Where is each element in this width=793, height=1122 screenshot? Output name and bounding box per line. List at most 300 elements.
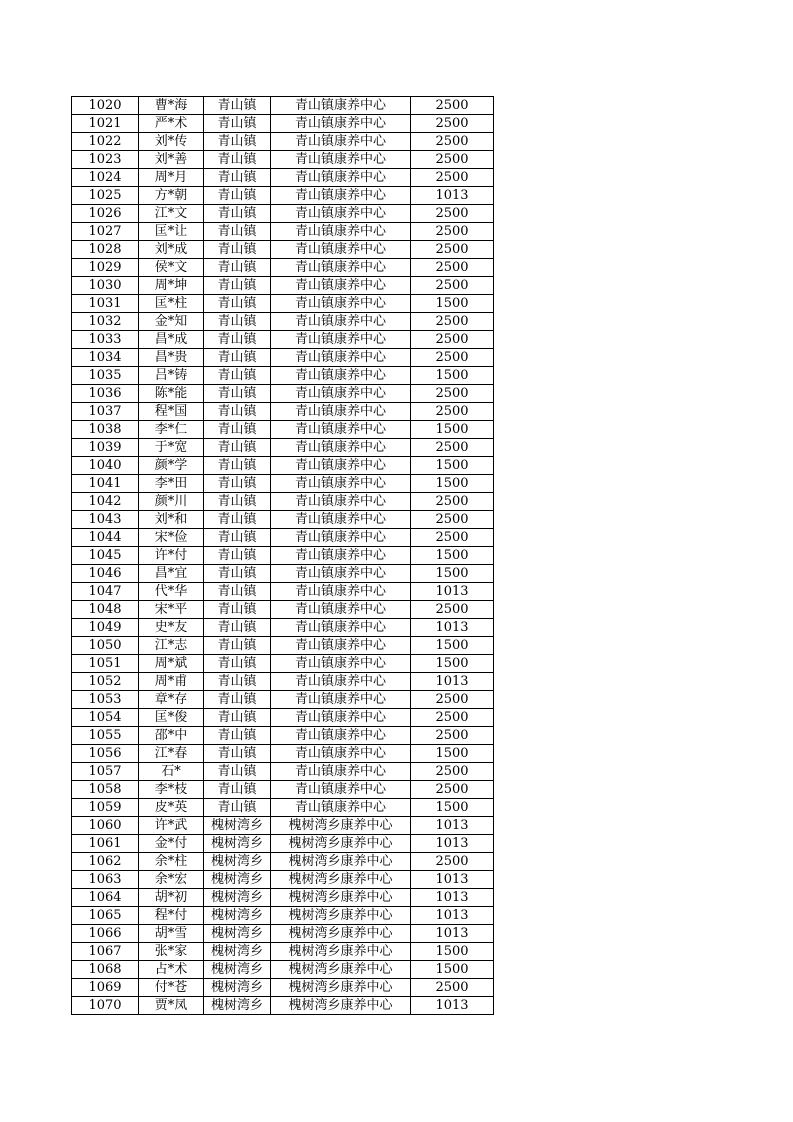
table-row [72, 925, 494, 943]
table-row [72, 781, 494, 799]
care-center-cell: 青山镇康养中心 [271, 349, 411, 367]
table-row [72, 889, 494, 907]
person-name-cell: 胡*雪 [139, 925, 204, 943]
amount-cell: 1500 [411, 367, 494, 385]
serial-number-cell: 1036 [72, 385, 139, 403]
person-name-cell: 张*家 [139, 943, 204, 961]
table-row [72, 709, 494, 727]
person-name-cell: 昌*成 [139, 331, 204, 349]
amount-cell: 1013 [411, 889, 494, 907]
person-name-cell: 刘*和 [139, 511, 204, 529]
serial-number-cell: 1026 [72, 205, 139, 223]
serial-number-cell: 1063 [72, 871, 139, 889]
person-name-cell: 方*朝 [139, 187, 204, 205]
township-cell: 青山镇 [204, 241, 271, 259]
table-row [72, 673, 494, 691]
township-cell: 青山镇 [204, 655, 271, 673]
serial-number-cell: 1042 [72, 493, 139, 511]
serial-number-cell: 1040 [72, 457, 139, 475]
care-center-cell: 青山镇康养中心 [271, 637, 411, 655]
serial-number-cell: 1056 [72, 745, 139, 763]
care-center-cell: 青山镇康养中心 [271, 619, 411, 637]
care-center-cell: 槐树湾乡康养中心 [271, 835, 411, 853]
township-cell: 青山镇 [204, 385, 271, 403]
table-row [72, 421, 494, 439]
amount-cell: 2500 [411, 709, 494, 727]
table-row [72, 97, 494, 115]
township-cell: 槐树湾乡 [204, 889, 271, 907]
care-center-cell: 槐树湾乡康养中心 [271, 943, 411, 961]
table-row [72, 475, 494, 493]
table-row [72, 637, 494, 655]
table-row [72, 151, 494, 169]
amount-cell: 2500 [411, 781, 494, 799]
serial-number-cell: 1068 [72, 961, 139, 979]
person-name-cell: 李*田 [139, 475, 204, 493]
serial-number-cell: 1050 [72, 637, 139, 655]
township-cell: 青山镇 [204, 277, 271, 295]
amount-cell: 2500 [411, 529, 494, 547]
amount-cell: 1013 [411, 817, 494, 835]
person-name-cell: 周*甫 [139, 673, 204, 691]
care-center-cell: 青山镇康养中心 [271, 763, 411, 781]
care-center-cell: 槐树湾乡康养中心 [271, 871, 411, 889]
serial-number-cell: 1067 [72, 943, 139, 961]
township-cell: 青山镇 [204, 331, 271, 349]
serial-number-cell: 1055 [72, 727, 139, 745]
table-row [72, 133, 494, 151]
care-center-cell: 青山镇康养中心 [271, 781, 411, 799]
table-row [72, 835, 494, 853]
person-name-cell: 侯*文 [139, 259, 204, 277]
amount-cell: 2500 [411, 691, 494, 709]
amount-cell: 1500 [411, 475, 494, 493]
serial-number-cell: 1066 [72, 925, 139, 943]
amount-cell: 1500 [411, 295, 494, 313]
serial-number-cell: 1045 [72, 547, 139, 565]
amount-cell: 1500 [411, 799, 494, 817]
care-center-cell: 青山镇康养中心 [271, 583, 411, 601]
care-center-cell: 青山镇康养中心 [271, 205, 411, 223]
amount-cell: 1013 [411, 835, 494, 853]
table-row [72, 961, 494, 979]
table-row [72, 583, 494, 601]
township-cell: 青山镇 [204, 781, 271, 799]
table-row [72, 349, 494, 367]
serial-number-cell: 1049 [72, 619, 139, 637]
serial-number-cell: 1027 [72, 223, 139, 241]
table-row [72, 169, 494, 187]
amount-cell: 2500 [411, 133, 494, 151]
township-cell: 青山镇 [204, 259, 271, 277]
table-row [72, 619, 494, 637]
person-name-cell: 程*国 [139, 403, 204, 421]
person-name-cell: 许*付 [139, 547, 204, 565]
township-cell: 青山镇 [204, 565, 271, 583]
care-center-cell: 青山镇康养中心 [271, 691, 411, 709]
amount-cell: 1500 [411, 547, 494, 565]
care-center-cell: 青山镇康养中心 [271, 241, 411, 259]
serial-number-cell: 1025 [72, 187, 139, 205]
table-row [72, 565, 494, 583]
amount-cell: 1013 [411, 997, 494, 1015]
serial-number-cell: 1024 [72, 169, 139, 187]
amount-cell: 2500 [411, 439, 494, 457]
table-row [72, 223, 494, 241]
amount-cell: 1500 [411, 655, 494, 673]
serial-number-cell: 1069 [72, 979, 139, 997]
care-center-cell: 青山镇康养中心 [271, 133, 411, 151]
serial-number-cell: 1037 [72, 403, 139, 421]
township-cell: 青山镇 [204, 295, 271, 313]
township-cell: 青山镇 [204, 547, 271, 565]
township-cell: 槐树湾乡 [204, 835, 271, 853]
serial-number-cell: 1038 [72, 421, 139, 439]
care-center-cell: 青山镇康养中心 [271, 565, 411, 583]
table-row [72, 493, 494, 511]
care-center-cell: 青山镇康养中心 [271, 313, 411, 331]
care-center-cell: 青山镇康养中心 [271, 601, 411, 619]
person-name-cell: 周*月 [139, 169, 204, 187]
serial-number-cell: 1021 [72, 115, 139, 133]
person-name-cell: 胡*初 [139, 889, 204, 907]
amount-cell: 2500 [411, 223, 494, 241]
amount-cell: 1013 [411, 673, 494, 691]
table-row [72, 187, 494, 205]
township-cell: 青山镇 [204, 313, 271, 331]
care-center-cell: 青山镇康养中心 [271, 475, 411, 493]
amount-cell: 2500 [411, 115, 494, 133]
table-row [72, 385, 494, 403]
table-row [72, 997, 494, 1015]
amount-cell: 1013 [411, 583, 494, 601]
amount-cell: 2500 [411, 241, 494, 259]
township-cell: 青山镇 [204, 223, 271, 241]
care-center-cell: 槐树湾乡康养中心 [271, 853, 411, 871]
table-row [72, 691, 494, 709]
amount-cell: 2500 [411, 403, 494, 421]
serial-number-cell: 1044 [72, 529, 139, 547]
care-center-cell: 青山镇康养中心 [271, 403, 411, 421]
amount-cell: 2500 [411, 313, 494, 331]
person-name-cell: 章*存 [139, 691, 204, 709]
person-name-cell: 周*斌 [139, 655, 204, 673]
township-cell: 槐树湾乡 [204, 925, 271, 943]
care-center-cell: 青山镇康养中心 [271, 547, 411, 565]
table-row [72, 817, 494, 835]
serial-number-cell: 1043 [72, 511, 139, 529]
care-center-cell: 青山镇康养中心 [271, 727, 411, 745]
person-name-cell: 余*柱 [139, 853, 204, 871]
serial-number-cell: 1062 [72, 853, 139, 871]
care-center-cell: 槐树湾乡康养中心 [271, 961, 411, 979]
township-cell: 青山镇 [204, 493, 271, 511]
person-name-cell: 金*知 [139, 313, 204, 331]
table-row [72, 277, 494, 295]
table-row [72, 907, 494, 925]
care-center-cell: 青山镇康养中心 [271, 385, 411, 403]
township-cell: 青山镇 [204, 205, 271, 223]
amount-cell: 1500 [411, 421, 494, 439]
township-cell: 青山镇 [204, 799, 271, 817]
amount-cell: 1500 [411, 745, 494, 763]
table-row [72, 367, 494, 385]
care-center-cell: 槐树湾乡康养中心 [271, 907, 411, 925]
amount-cell: 2500 [411, 763, 494, 781]
township-cell: 青山镇 [204, 637, 271, 655]
person-name-cell: 颜*川 [139, 493, 204, 511]
serial-number-cell: 1046 [72, 565, 139, 583]
person-name-cell: 宋*平 [139, 601, 204, 619]
person-name-cell: 匡*让 [139, 223, 204, 241]
amount-cell: 1013 [411, 925, 494, 943]
township-cell: 槐树湾乡 [204, 907, 271, 925]
amount-cell: 2500 [411, 727, 494, 745]
table-row [72, 205, 494, 223]
table-row [72, 511, 494, 529]
amount-cell: 2500 [411, 511, 494, 529]
table-row [72, 439, 494, 457]
person-name-cell: 严*术 [139, 115, 204, 133]
amount-cell: 2500 [411, 853, 494, 871]
serial-number-cell: 1034 [72, 349, 139, 367]
amount-cell: 2500 [411, 151, 494, 169]
township-cell: 青山镇 [204, 763, 271, 781]
serial-number-cell: 1032 [72, 313, 139, 331]
township-cell: 青山镇 [204, 727, 271, 745]
serial-number-cell: 1051 [72, 655, 139, 673]
person-name-cell: 江*文 [139, 205, 204, 223]
person-name-cell: 邵*中 [139, 727, 204, 745]
care-center-cell: 青山镇康养中心 [271, 529, 411, 547]
person-name-cell: 陈*能 [139, 385, 204, 403]
amount-cell: 2500 [411, 169, 494, 187]
table-row [72, 763, 494, 781]
care-center-cell: 青山镇康养中心 [271, 709, 411, 727]
township-cell: 槐树湾乡 [204, 979, 271, 997]
care-center-cell: 青山镇康养中心 [271, 367, 411, 385]
care-center-cell: 青山镇康养中心 [271, 439, 411, 457]
person-name-cell: 许*武 [139, 817, 204, 835]
township-cell: 青山镇 [204, 439, 271, 457]
care-center-cell: 槐树湾乡康养中心 [271, 997, 411, 1015]
person-name-cell: 昌*宜 [139, 565, 204, 583]
care-center-cell: 青山镇康养中心 [271, 421, 411, 439]
serial-number-cell: 1065 [72, 907, 139, 925]
amount-cell: 1500 [411, 943, 494, 961]
amount-cell: 1013 [411, 871, 494, 889]
township-cell: 青山镇 [204, 691, 271, 709]
person-name-cell: 刘*传 [139, 133, 204, 151]
township-cell: 青山镇 [204, 421, 271, 439]
person-name-cell: 于*宽 [139, 439, 204, 457]
amount-cell: 2500 [411, 259, 494, 277]
care-center-cell: 青山镇康养中心 [271, 115, 411, 133]
care-center-cell: 青山镇康养中心 [271, 799, 411, 817]
care-center-cell: 青山镇康养中心 [271, 151, 411, 169]
township-cell: 青山镇 [204, 709, 271, 727]
serial-number-cell: 1035 [72, 367, 139, 385]
township-cell: 青山镇 [204, 187, 271, 205]
person-name-cell: 贾*凤 [139, 997, 204, 1015]
amount-cell: 1500 [411, 565, 494, 583]
township-cell: 青山镇 [204, 457, 271, 475]
serial-number-cell: 1033 [72, 331, 139, 349]
care-center-cell: 青山镇康养中心 [271, 277, 411, 295]
township-cell: 槐树湾乡 [204, 853, 271, 871]
serial-number-cell: 1053 [72, 691, 139, 709]
township-cell: 青山镇 [204, 151, 271, 169]
amount-cell: 1500 [411, 637, 494, 655]
care-center-cell: 青山镇康养中心 [271, 169, 411, 187]
table-row [72, 241, 494, 259]
table-row [72, 799, 494, 817]
amount-cell: 1013 [411, 619, 494, 637]
township-cell: 青山镇 [204, 367, 271, 385]
care-center-cell: 槐树湾乡康养中心 [271, 979, 411, 997]
amount-cell: 2500 [411, 493, 494, 511]
roster-table [71, 96, 494, 1015]
table-row [72, 331, 494, 349]
amount-cell: 2500 [411, 601, 494, 619]
person-name-cell: 江*春 [139, 745, 204, 763]
person-name-cell: 匡*柱 [139, 295, 204, 313]
serial-number-cell: 1058 [72, 781, 139, 799]
serial-number-cell: 1054 [72, 709, 139, 727]
person-name-cell: 颜*学 [139, 457, 204, 475]
amount-cell: 2500 [411, 205, 494, 223]
township-cell: 青山镇 [204, 583, 271, 601]
township-cell: 青山镇 [204, 97, 271, 115]
amount-cell: 2500 [411, 979, 494, 997]
township-cell: 青山镇 [204, 673, 271, 691]
care-center-cell: 槐树湾乡康养中心 [271, 889, 411, 907]
amount-cell: 1013 [411, 187, 494, 205]
person-name-cell: 石* [139, 763, 204, 781]
table-row [72, 313, 494, 331]
amount-cell: 1500 [411, 457, 494, 475]
table-row [72, 979, 494, 997]
township-cell: 槐树湾乡 [204, 871, 271, 889]
care-center-cell: 青山镇康养中心 [271, 655, 411, 673]
person-name-cell: 李*枝 [139, 781, 204, 799]
township-cell: 青山镇 [204, 403, 271, 421]
serial-number-cell: 1031 [72, 295, 139, 313]
care-center-cell: 青山镇康养中心 [271, 259, 411, 277]
serial-number-cell: 1047 [72, 583, 139, 601]
care-center-cell: 槐树湾乡康养中心 [271, 817, 411, 835]
township-cell: 槐树湾乡 [204, 997, 271, 1015]
serial-number-cell: 1020 [72, 97, 139, 115]
serial-number-cell: 1041 [72, 475, 139, 493]
amount-cell: 2500 [411, 97, 494, 115]
care-center-cell: 青山镇康养中心 [271, 493, 411, 511]
person-name-cell: 宋*俭 [139, 529, 204, 547]
person-name-cell: 刘*成 [139, 241, 204, 259]
table-row [72, 295, 494, 313]
person-name-cell: 刘*善 [139, 151, 204, 169]
serial-number-cell: 1028 [72, 241, 139, 259]
roster-sheet [71, 96, 494, 1015]
amount-cell: 1013 [411, 907, 494, 925]
serial-number-cell: 1057 [72, 763, 139, 781]
serial-number-cell: 1070 [72, 997, 139, 1015]
table-row [72, 547, 494, 565]
township-cell: 槐树湾乡 [204, 817, 271, 835]
care-center-cell: 青山镇康养中心 [271, 331, 411, 349]
township-cell: 槐树湾乡 [204, 943, 271, 961]
township-cell: 青山镇 [204, 133, 271, 151]
care-center-cell: 青山镇康养中心 [271, 457, 411, 475]
township-cell: 青山镇 [204, 745, 271, 763]
care-center-cell: 青山镇康养中心 [271, 295, 411, 313]
township-cell: 青山镇 [204, 619, 271, 637]
care-center-cell: 青山镇康养中心 [271, 511, 411, 529]
serial-number-cell: 1060 [72, 817, 139, 835]
township-cell: 青山镇 [204, 529, 271, 547]
serial-number-cell: 1061 [72, 835, 139, 853]
person-name-cell: 周*坤 [139, 277, 204, 295]
table-row [72, 403, 494, 421]
care-center-cell: 槐树湾乡康养中心 [271, 925, 411, 943]
table-row [72, 655, 494, 673]
serial-number-cell: 1029 [72, 259, 139, 277]
table-row [72, 259, 494, 277]
township-cell: 青山镇 [204, 511, 271, 529]
table-row [72, 943, 494, 961]
serial-number-cell: 1030 [72, 277, 139, 295]
person-name-cell: 占*术 [139, 961, 204, 979]
table-row [72, 115, 494, 133]
care-center-cell: 青山镇康养中心 [271, 223, 411, 241]
township-cell: 槐树湾乡 [204, 961, 271, 979]
person-name-cell: 金*付 [139, 835, 204, 853]
person-name-cell: 吕*铸 [139, 367, 204, 385]
serial-number-cell: 1064 [72, 889, 139, 907]
serial-number-cell: 1022 [72, 133, 139, 151]
table-row [72, 727, 494, 745]
person-name-cell: 程*付 [139, 907, 204, 925]
person-name-cell: 江*志 [139, 637, 204, 655]
serial-number-cell: 1048 [72, 601, 139, 619]
person-name-cell: 皮*英 [139, 799, 204, 817]
person-name-cell: 余*宏 [139, 871, 204, 889]
person-name-cell: 代*华 [139, 583, 204, 601]
person-name-cell: 曹*海 [139, 97, 204, 115]
table-row [72, 871, 494, 889]
serial-number-cell: 1059 [72, 799, 139, 817]
care-center-cell: 青山镇康养中心 [271, 673, 411, 691]
amount-cell: 2500 [411, 331, 494, 349]
table-row [72, 601, 494, 619]
amount-cell: 2500 [411, 385, 494, 403]
person-name-cell: 史*友 [139, 619, 204, 637]
amount-cell: 2500 [411, 349, 494, 367]
serial-number-cell: 1052 [72, 673, 139, 691]
amount-cell: 2500 [411, 277, 494, 295]
care-center-cell: 青山镇康养中心 [271, 187, 411, 205]
serial-number-cell: 1023 [72, 151, 139, 169]
table-row [72, 529, 494, 547]
person-name-cell: 昌*贵 [139, 349, 204, 367]
table-row [72, 745, 494, 763]
roster-table-body [72, 97, 494, 1015]
care-center-cell: 青山镇康养中心 [271, 97, 411, 115]
amount-cell: 1500 [411, 961, 494, 979]
person-name-cell: 匡*俊 [139, 709, 204, 727]
person-name-cell: 李*仁 [139, 421, 204, 439]
table-row [72, 457, 494, 475]
